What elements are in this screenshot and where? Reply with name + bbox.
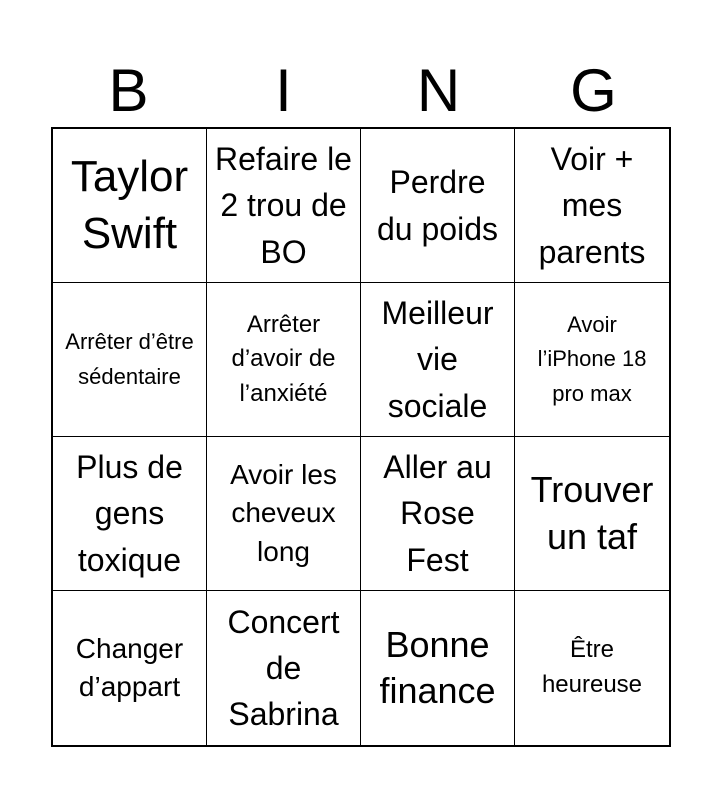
cell-text: Plus de gens toxique (76, 449, 183, 578)
cell-text: Trouver un taf (530, 469, 654, 557)
cell-text: Voir + mes parents (538, 141, 646, 270)
header-letter-n: N (416, 57, 461, 124)
bingo-cell-1[interactable] (53, 129, 207, 283)
bingo-cell-16[interactable] (515, 591, 669, 745)
cell-text: Bonne finance (379, 623, 496, 711)
header-letter-b: B (108, 57, 149, 124)
bingo-header (51, 55, 671, 127)
bingo-cell-3[interactable] (361, 129, 515, 283)
cell-text: Meilleur vie sociale (381, 295, 494, 424)
bingo-cell-12[interactable] (515, 437, 669, 591)
bingo-cell-10[interactable] (207, 437, 361, 591)
bingo-cell-13[interactable] (53, 591, 207, 745)
bingo-cell-8[interactable] (515, 283, 669, 437)
bingo-cell-4[interactable] (515, 129, 669, 283)
cell-text: Concert de Sabrina (227, 603, 340, 733)
cell-text: Refaire le 2 trou de BO (215, 141, 352, 270)
cell-text: Être heureuse (541, 636, 643, 698)
cell-text: Taylor Swift (70, 152, 189, 258)
cell-text: Avoir les cheveux long (230, 459, 337, 567)
cell-text: Avoir l’iPhone 18 pro max (537, 312, 647, 406)
header-letter-i: I (275, 57, 292, 124)
cell-text: Arrêter d’avoir de l’anxiété (231, 310, 336, 407)
bingo-cell-11[interactable] (361, 437, 515, 591)
bingo-cell-2[interactable] (207, 129, 361, 283)
header-letter-g: G (570, 57, 617, 124)
bingo-cell-9[interactable] (53, 437, 207, 591)
cell-text: Arrêter d’être sédentaire (65, 329, 194, 389)
bingo-cell-14[interactable] (207, 591, 361, 745)
bingo-grid (51, 127, 671, 747)
bingo-cell-7[interactable] (361, 283, 515, 437)
cell-text: Changer d’appart (75, 632, 184, 702)
bingo-cell-5[interactable] (53, 283, 207, 437)
cell-text: Aller au Rose Fest (383, 449, 492, 578)
bingo-cell-6[interactable] (207, 283, 361, 437)
bingo-cell-15[interactable] (361, 591, 515, 745)
cell-text: Perdre du poids (377, 164, 498, 247)
